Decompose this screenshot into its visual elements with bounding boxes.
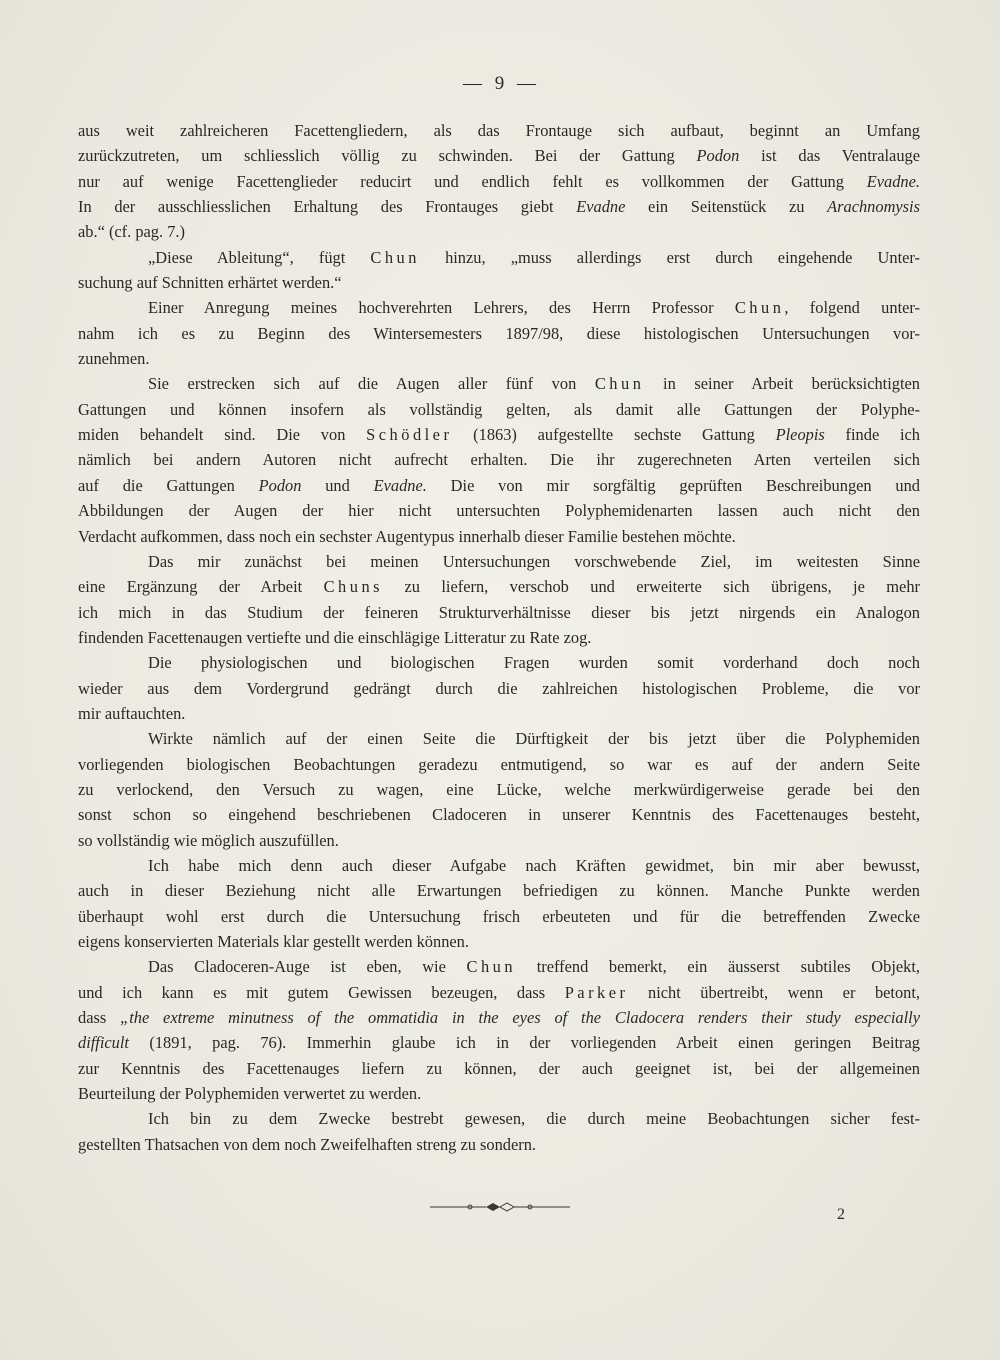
text-line — [78, 574, 920, 599]
text-line — [78, 726, 920, 751]
text-line — [78, 321, 920, 346]
text-segment: (1891, pag. 76). Immerhin glaube ich in der vorliegenden Arbeit einen geringen Beitrag — [129, 1033, 920, 1053]
text-line — [78, 169, 920, 194]
italic-text: Podon — [258, 475, 302, 495]
text-segment: und ich kann es mit gutem Gewissen bezeugen, dass — [78, 982, 565, 1002]
text-segment: Das mir zunächst bei meinen Untersuchungen vorschwebende Ziel, im weitesten Sinne — [148, 551, 920, 571]
text-line — [78, 625, 920, 650]
text-line — [78, 1081, 920, 1106]
text-segment: nicht übertreibt, wenn er betont, — [628, 982, 920, 1002]
text-segment: sonst schon so eingehend beschriebenen Cladoceren in unserer Kenntnis des Facettenauges besteht, — [78, 805, 920, 825]
text-line — [78, 371, 920, 396]
text-segment: Beurteilung der Polyphemiden verwertet zu werden. — [78, 1084, 422, 1104]
text-line — [78, 904, 920, 929]
text-line — [78, 802, 920, 827]
text-line — [78, 676, 920, 701]
text-segment: dass — [78, 1008, 121, 1028]
text-line — [78, 752, 920, 777]
text-line — [78, 600, 920, 625]
text-segment: , folgend unter- — [784, 298, 920, 318]
text-line — [78, 980, 920, 1005]
text-line — [78, 447, 920, 472]
text-segment: Die physiologischen und biologischen Fragen wurden somit vorderhand doch noch — [148, 653, 920, 673]
text-line — [78, 650, 920, 675]
text-segment: eigens konservierten Materials klar gestellt werden können. — [78, 932, 469, 951]
italic-text: „the extreme minutness of the ommatidia in the eyes of the Cladocera renders their study especially — [120, 1008, 920, 1028]
text-line — [78, 194, 920, 219]
text-segment: ich mich in das Studium der feineren Strukturverhältnisse dieser bis jetzt nirgends ein Analogon — [78, 602, 920, 622]
text-line — [78, 1132, 920, 1157]
text-segment: Abbildungen der Augen der hier nicht untersuchten Polyphemidenarten lassen auch nicht den — [78, 501, 920, 521]
text-segment: nahm ich es zu Beginn des Wintersemesters 1897/98, diese histologischen Untersuchungen vor- — [78, 323, 920, 343]
text-line — [78, 777, 920, 802]
text-segment: Das Cladoceren-Auge ist eben, wie — [148, 957, 467, 977]
spaced-name: Chun — [734, 298, 785, 318]
text-line — [78, 828, 920, 853]
text-line — [78, 219, 920, 244]
text-segment: aus weit zahlreicheren Facettengliedern, als das Frontauge sich aufbaut, beginnt an Umfang — [78, 121, 920, 140]
text-segment: wieder aus dem Vordergrund gedrängt durch die zahlreichen histologischen Probleme, die vor — [78, 678, 920, 698]
text-segment: und — [301, 475, 374, 495]
text-segment: zunehmen. — [78, 349, 150, 369]
text-line — [78, 1056, 920, 1081]
italic-text: difficult — [78, 1033, 129, 1053]
text-line — [78, 498, 920, 523]
text-segment: Die von mir sorgfältig geprüften Beschreibungen und — [426, 475, 920, 495]
text-line — [78, 549, 920, 574]
text-line — [78, 346, 920, 371]
spaced-name: Parker — [564, 982, 629, 1002]
text-segment: in seiner Arbeit berücksichtigten — [644, 374, 920, 394]
spaced-name: Chun — [594, 374, 645, 394]
text-segment: Wirkte nämlich auf der einen Seite die Dürftigkeit der bis jetzt über die Polyphemiden — [148, 729, 920, 749]
text-line — [78, 524, 920, 549]
text-line — [78, 929, 920, 954]
text-line — [78, 701, 920, 726]
text-segment: ab.“ (cf. pag. 7.) — [78, 222, 185, 242]
spaced-name: Schödler — [366, 425, 453, 445]
text-segment: Einer Anregung meines hochverehrten Lehrers, des Herrn Professor — [148, 298, 735, 318]
text-line — [78, 143, 920, 168]
text-segment: treffend bemerkt, ein äusserst subtiles Objekt, — [516, 957, 920, 977]
text-line — [78, 473, 920, 498]
text-segment: gestellten Thatsachen von dem noch Zweifelhaften streng zu sondern. — [78, 1134, 537, 1154]
text-segment: Verdacht aufkommen, dass noch ein sechster Augentypus innerhalb dieser Familie bestehen möchte. — [78, 526, 736, 546]
text-segment: überhaupt wohl erst durch die Untersuchung frisch erbeuteten und für die betreffenden Zwecke — [78, 906, 920, 926]
text-line — [78, 270, 920, 295]
text-segment: Ich habe mich denn auch dieser Aufgabe nach Kräften gewidmet, bin mir aber bewusst, — [148, 855, 920, 875]
text-segment: In der ausschliesslichen Erhaltung des Frontauges giebt — [78, 197, 577, 217]
text-segment: auf die Gattungen — [78, 475, 259, 495]
text-segment: Ich bin zu dem Zwecke bestrebt gewesen, die durch meine Beobachtungen sicher fest- — [148, 1109, 920, 1129]
spaced-name: Chun — [466, 957, 517, 977]
text-segment: suchung auf Schnitten erhärtet werden.“ — [78, 273, 342, 293]
text-line — [78, 245, 920, 270]
spaced-name: Chun — [370, 247, 420, 267]
signature-mark: 2 — [837, 1206, 845, 1223]
text-segment: hinzu, „muss allerdings erst durch eingehende Unter- — [419, 247, 920, 267]
body-text — [78, 118, 920, 1157]
text-segment: zu liefern, verschob und erweiterte sich übrigens, je mehr — [383, 577, 920, 597]
text-line — [78, 295, 920, 320]
italic-text: Evadne. — [373, 475, 427, 495]
text-segment: zur Kenntnis des Facettenauges liefern zu können, der auch geeignet ist, bei der allgemeinen — [78, 1058, 920, 1078]
text-segment: nur auf wenige Facettenglieder reducirt und endlich fehlt es vollkommen der Gattung — [78, 171, 867, 191]
text-line — [78, 1106, 920, 1131]
text-line — [78, 954, 920, 979]
end-ornament — [430, 1200, 570, 1214]
text-segment: Gattungen und können insofern als vollständig gelten, als damit alle Gattungen der Polyphe- — [78, 399, 920, 419]
text-line — [78, 853, 920, 878]
text-segment: ist das Ventralauge — [739, 146, 920, 166]
text-segment: nämlich bei andern Autoren nicht aufrecht erhalten. Die ihr zugerechneten Arten verteilen sich — [78, 450, 920, 470]
text-segment: vorliegenden biologischen Beobachtungen geradezu entmutigend, so war es auf der andern Seite — [78, 754, 920, 774]
text-segment: so vollständig wie möglich auszufüllen. — [78, 830, 339, 850]
text-segment: mir auftauchten. — [78, 703, 186, 723]
text-line — [78, 1030, 920, 1055]
text-line — [78, 397, 920, 422]
text-segment: „Diese Ableitung“, fügt — [148, 247, 371, 267]
text-segment: findenden Facettenaugen vertiefte und die einschlägige Litteratur zu Rate zog. — [78, 627, 592, 647]
text-line — [78, 878, 920, 903]
text-line — [78, 118, 920, 143]
text-segment: auch in dieser Beziehung nicht alle Erwartungen befriedigen zu können. Manche Punkte werden — [78, 881, 920, 901]
text-line — [78, 422, 920, 447]
text-segment: ein Seitenstück zu — [625, 197, 828, 217]
text-segment: finde ich — [824, 425, 920, 445]
italic-text: Evadne. — [866, 171, 920, 191]
text-line — [78, 1005, 920, 1030]
text-segment: miden behandelt sind. Die von — [78, 425, 367, 445]
text-segment: (1863) aufgestellte sechste Gattung — [452, 425, 776, 445]
italic-text: Podon — [696, 146, 740, 166]
text-segment: Sie erstrecken sich auf die Augen aller fünf von — [148, 374, 595, 394]
text-segment: zurückzutreten, um schliesslich völlig zu schwinden. Bei der Gattung — [78, 146, 697, 166]
text-segment: eine Ergänzung der Arbeit — [78, 577, 324, 597]
text-segment: zu verlockend, den Versuch zu wagen, eine Lücke, welche merkwürdigerweise gerade bei den — [78, 779, 920, 799]
spaced-name: Chuns — [323, 577, 384, 597]
italic-text: Evadne — [576, 197, 626, 217]
page-number: — 9 — — [463, 73, 537, 94]
italic-text: Pleopis — [775, 425, 825, 445]
italic-text: Arachnomysis — [827, 197, 920, 217]
